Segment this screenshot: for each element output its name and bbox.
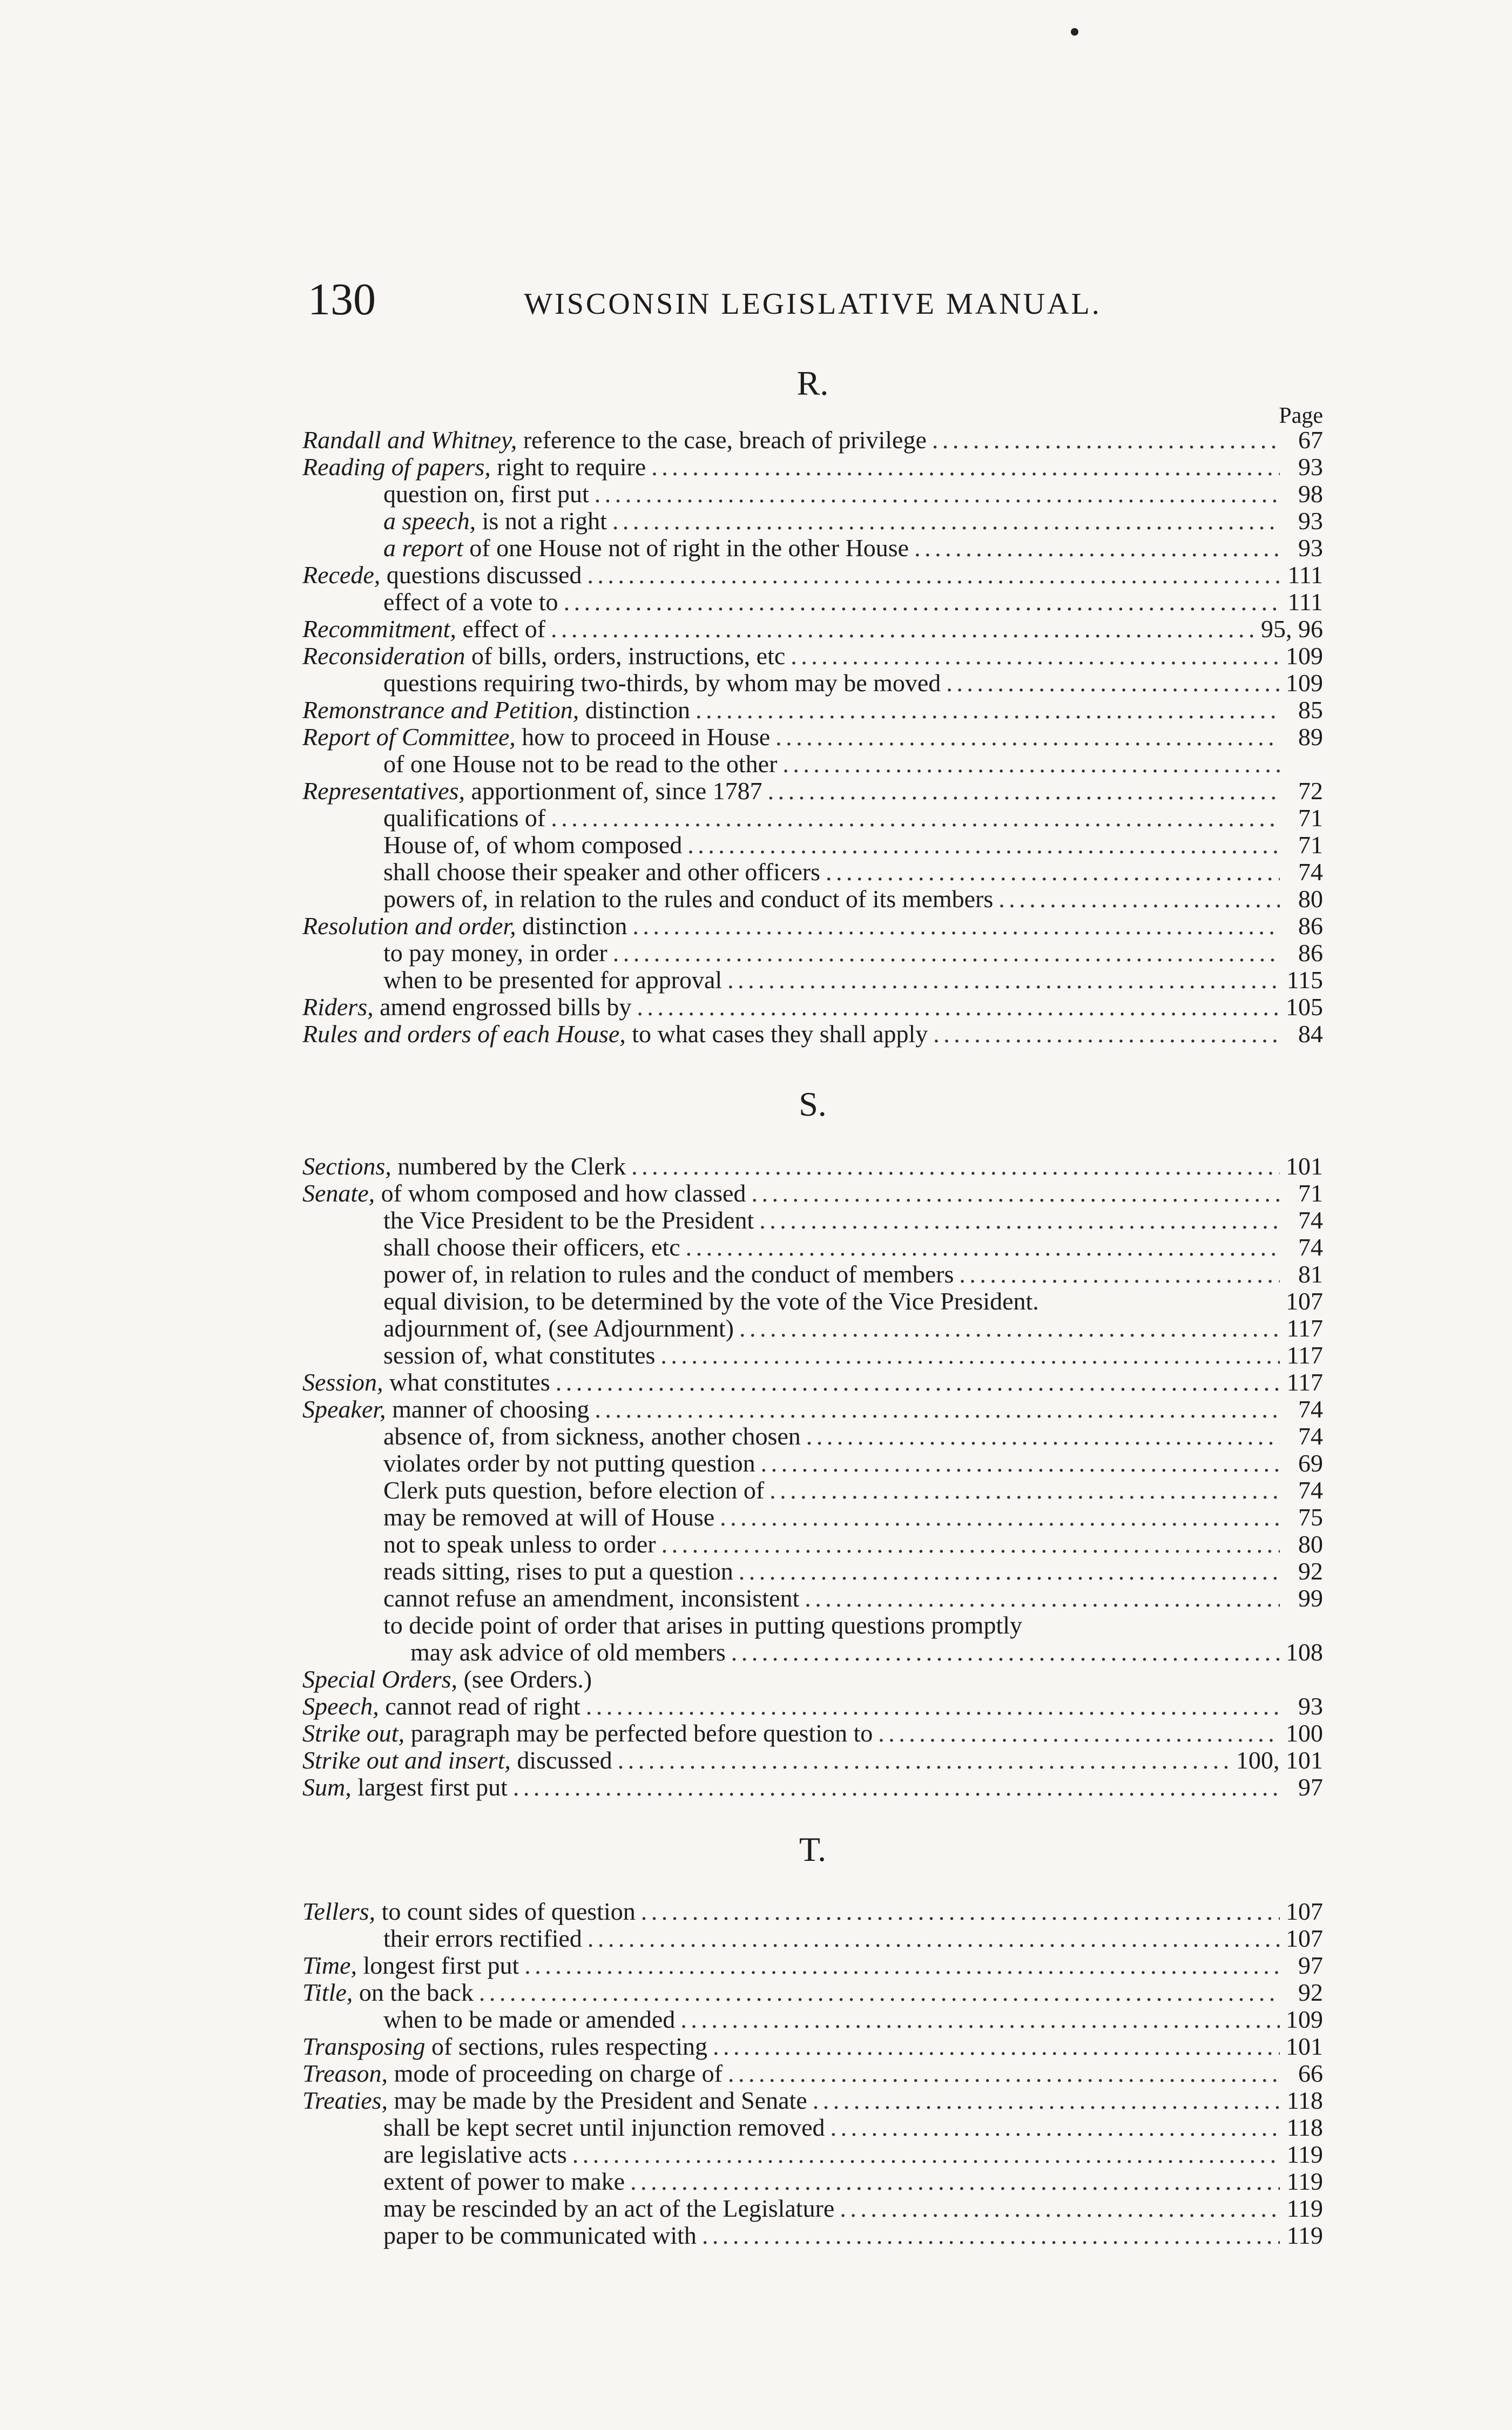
index-entry bbox=[302, 1747, 1323, 1774]
entry-text: power of, in relation to rules and the conduct of members bbox=[383, 1260, 954, 1288]
page-reference: 111 bbox=[1287, 588, 1323, 616]
entry-text: shall choose their officers, etc bbox=[383, 1233, 680, 1261]
page-reference: 109 bbox=[1286, 642, 1323, 670]
entry-text: when to be presented for approval bbox=[383, 966, 723, 994]
section-letter: S. bbox=[799, 1085, 827, 1123]
entry-text: powers of, in relation to the rules and conduct of its members bbox=[383, 885, 994, 913]
page-reference: 93 bbox=[1298, 534, 1323, 562]
index-entry bbox=[302, 940, 1323, 967]
dot-leader bbox=[551, 805, 1280, 832]
page-reference: 105 bbox=[1286, 993, 1323, 1021]
dot-leader bbox=[686, 1234, 1280, 1261]
entry-text: when to be made or amended bbox=[383, 2006, 676, 2033]
entry-text: right to require bbox=[490, 453, 646, 481]
entry-text: adjournment of, (see Adjournment) bbox=[383, 1314, 734, 1342]
page-reference: 101 bbox=[1286, 2033, 1323, 2060]
page-reference: 108 bbox=[1286, 1638, 1323, 1666]
entry-term: Riders, bbox=[302, 993, 374, 1021]
page-reference: 111 bbox=[1287, 561, 1323, 589]
entry-text: effect of a vote to bbox=[383, 588, 558, 616]
entry-text: extent of power to make bbox=[383, 2168, 625, 2195]
dot-leader bbox=[630, 2168, 1280, 2195]
index-entry bbox=[302, 967, 1323, 994]
index-entry bbox=[302, 1396, 1323, 1423]
page-reference: 89 bbox=[1298, 723, 1323, 751]
entry-term: Report of Committee, bbox=[302, 723, 516, 751]
page-number: 130 bbox=[308, 274, 376, 325]
dot-leader bbox=[479, 1979, 1280, 2006]
page-reference: 80 bbox=[1298, 885, 1323, 913]
entry-text: reads sitting, rises to put a question bbox=[383, 1557, 733, 1585]
dot-leader bbox=[572, 2141, 1280, 2168]
entry-text: amend engrossed bills by bbox=[373, 993, 632, 1021]
index-entry bbox=[302, 1342, 1323, 1369]
page-reference: 117 bbox=[1286, 1314, 1323, 1342]
dot-leader bbox=[662, 1531, 1280, 1558]
entry-text: longest first put bbox=[356, 1952, 519, 1979]
entry-text: question on, first put bbox=[383, 480, 589, 508]
entry-text: discussed bbox=[510, 1746, 612, 1774]
entry-term: Treaties, bbox=[302, 2087, 388, 2114]
section-letter: T. bbox=[799, 1830, 827, 1868]
page-reference: 93 bbox=[1298, 1692, 1323, 1720]
entry-text: are legislative acts bbox=[383, 2141, 567, 2168]
index-entry bbox=[302, 2141, 1323, 2168]
page-reference: 74 bbox=[1298, 1233, 1323, 1261]
page-reference: 107 bbox=[1286, 1287, 1323, 1315]
index-entry bbox=[302, 1925, 1323, 1952]
entry-term: Transposing bbox=[302, 2033, 426, 2060]
index-entry bbox=[302, 697, 1323, 724]
page-reference: 74 bbox=[1298, 1395, 1323, 1423]
page-reference: 117 bbox=[1286, 1341, 1323, 1369]
index-entry bbox=[302, 1315, 1323, 1342]
dot-leader bbox=[728, 2060, 1280, 2087]
index-entry bbox=[302, 913, 1323, 940]
page-reference: 117 bbox=[1286, 1368, 1323, 1396]
dot-leader bbox=[713, 2033, 1280, 2060]
page-reference: 84 bbox=[1298, 1020, 1323, 1048]
dot-leader bbox=[702, 2222, 1280, 2249]
page-reference: 71 bbox=[1298, 1179, 1323, 1207]
dot-leader bbox=[761, 1450, 1280, 1477]
entry-term: Recommitment, bbox=[302, 615, 456, 643]
dot-leader bbox=[587, 562, 1280, 589]
entry-term: Randall and Whitney, bbox=[302, 426, 517, 454]
page-reference: 86 bbox=[1298, 912, 1323, 940]
page-reference: 109 bbox=[1286, 669, 1323, 697]
index-entry bbox=[302, 535, 1323, 562]
dot-leader bbox=[998, 886, 1280, 913]
page-reference: 86 bbox=[1298, 939, 1323, 967]
entry-text: distinction bbox=[579, 696, 691, 724]
entry-term: Speech, bbox=[302, 1692, 379, 1720]
entry-text: paragraph may be perfected before question to bbox=[404, 1719, 873, 1747]
index-entry bbox=[302, 1477, 1323, 1504]
index-entry bbox=[302, 2087, 1323, 2114]
entry-text: of bills, orders, instructions, etc bbox=[465, 642, 786, 670]
entry-text: to count sides of question bbox=[375, 1898, 636, 1925]
entry-text: numbered by the Clerk bbox=[391, 1152, 626, 1180]
index-entry bbox=[302, 1693, 1323, 1720]
page-reference: 85 bbox=[1298, 696, 1323, 724]
entry-term: Resolution and order, bbox=[302, 912, 516, 940]
index-entry bbox=[302, 1369, 1323, 1396]
dot-leader bbox=[564, 589, 1280, 616]
page-reference: 97 bbox=[1298, 1773, 1323, 1801]
entry-text: shall be kept secret until injunction removed bbox=[383, 2114, 825, 2141]
page-reference: 115 bbox=[1286, 966, 1323, 994]
index-entry bbox=[302, 481, 1323, 508]
page-column-label: Page bbox=[1279, 403, 1323, 428]
dot-leader bbox=[831, 2114, 1280, 2141]
dot-leader bbox=[914, 535, 1280, 562]
page-reference: 100, 101 bbox=[1236, 1746, 1323, 1774]
page-header bbox=[308, 270, 1231, 329]
page-reference: 118 bbox=[1286, 2114, 1323, 2141]
page-reference: 119 bbox=[1286, 2141, 1323, 2168]
entry-term: a speech, bbox=[383, 507, 476, 535]
entry-term: Strike out and insert, bbox=[302, 1746, 511, 1774]
entry-text: cannot refuse an amendment, inconsistent bbox=[383, 1584, 800, 1612]
dot-leader bbox=[751, 1180, 1280, 1207]
index-entry bbox=[302, 1720, 1323, 1747]
dot-leader bbox=[641, 1898, 1280, 1925]
entry-text: Clerk puts question, before election of bbox=[383, 1476, 765, 1504]
page-reference: 67 bbox=[1298, 426, 1323, 454]
page-reference: 99 bbox=[1298, 1584, 1323, 1612]
entry-text: mode of proceeding on charge of bbox=[388, 2060, 723, 2087]
entry-term: Rules and orders of each House, bbox=[302, 1020, 626, 1048]
page-reference: 98 bbox=[1298, 480, 1323, 508]
index-entry bbox=[302, 427, 1323, 454]
dot-leader bbox=[720, 1504, 1280, 1531]
dot-leader bbox=[613, 940, 1280, 967]
entry-text: how to proceed in House bbox=[515, 723, 771, 751]
entry-term: Reconsideration bbox=[302, 642, 465, 670]
page-reference: 74 bbox=[1298, 1422, 1323, 1450]
page-reference: 74 bbox=[1298, 858, 1323, 886]
page-reference: 71 bbox=[1298, 804, 1323, 832]
dot-leader bbox=[618, 1747, 1231, 1774]
entry-term: Title, bbox=[302, 1979, 353, 2006]
dot-leader bbox=[933, 1021, 1280, 1048]
index-entry bbox=[302, 1558, 1323, 1585]
index-entry bbox=[302, 670, 1323, 697]
page-reference: 74 bbox=[1298, 1476, 1323, 1504]
entry-text: reference to the case, breach of privilege bbox=[517, 426, 927, 454]
index-entry bbox=[302, 616, 1323, 643]
entry-term: Session, bbox=[302, 1368, 383, 1396]
index-entry bbox=[302, 1585, 1323, 1612]
index-entry bbox=[302, 1979, 1323, 2006]
index-entry bbox=[302, 994, 1323, 1021]
page-reference: 92 bbox=[1298, 1979, 1323, 2006]
entry-text: to what cases they shall apply bbox=[625, 1020, 928, 1048]
page-reference: 95, 96 bbox=[1261, 615, 1323, 643]
entry-text: cannot read of right bbox=[379, 1692, 580, 1720]
entry-term: Speaker, bbox=[302, 1395, 386, 1423]
index-entry bbox=[302, 1261, 1323, 1288]
page-reference: 75 bbox=[1298, 1503, 1323, 1531]
page-reference: 80 bbox=[1298, 1530, 1323, 1558]
section-letter: R. bbox=[796, 364, 829, 402]
index-entry bbox=[302, 751, 1323, 778]
index-entry bbox=[302, 1898, 1323, 1925]
index-entry bbox=[302, 2195, 1323, 2222]
index-entry bbox=[302, 1423, 1323, 1450]
entry-text: manner of choosing bbox=[386, 1395, 590, 1423]
index-entry bbox=[302, 2114, 1323, 2141]
index-entry bbox=[302, 805, 1323, 832]
index-entry bbox=[302, 859, 1323, 886]
index-entry bbox=[302, 2168, 1323, 2195]
dot-leader bbox=[932, 427, 1280, 454]
entry-text: their errors rectified bbox=[383, 1925, 582, 1952]
dot-leader bbox=[805, 1585, 1280, 1612]
index-entry bbox=[302, 1450, 1323, 1477]
entry-text: of sections, rules respecting bbox=[425, 2033, 707, 2060]
dot-leader bbox=[696, 697, 1280, 724]
entry-text: may be rescinded by an act of the Legislature bbox=[383, 2195, 835, 2222]
entry-text: what constitutes bbox=[383, 1368, 550, 1396]
dot-leader bbox=[513, 1774, 1280, 1801]
entry-text: to pay money, in order bbox=[383, 939, 608, 967]
dot-leader bbox=[687, 832, 1280, 859]
page-reference: 119 bbox=[1286, 2222, 1323, 2249]
running-title: WISCONSIN LEGISLATIVE MANUAL. bbox=[524, 287, 1102, 321]
index-entry bbox=[302, 2006, 1323, 2033]
page-reference: 93 bbox=[1298, 453, 1323, 481]
ink-speck bbox=[1071, 28, 1078, 36]
index-entry bbox=[302, 562, 1323, 589]
entry-text: questions discussed bbox=[380, 561, 582, 589]
entry-text: qualifications of bbox=[383, 804, 546, 832]
page-reference: 92 bbox=[1298, 1557, 1323, 1585]
index-entry bbox=[302, 2060, 1323, 2087]
index-entry bbox=[302, 2033, 1323, 2060]
index-entry bbox=[302, 643, 1323, 670]
entry-text: distinction bbox=[516, 912, 627, 940]
dot-leader bbox=[727, 967, 1280, 994]
entry-term: Senate, bbox=[302, 1179, 375, 1207]
page-reference: 101 bbox=[1286, 1152, 1323, 1180]
index-entry bbox=[302, 1666, 1323, 1693]
dot-leader bbox=[595, 1396, 1280, 1423]
entry-text: House of, of whom composed bbox=[383, 831, 683, 859]
dot-leader bbox=[637, 994, 1280, 1021]
index-entry bbox=[302, 508, 1323, 535]
entry-term: Sections, bbox=[302, 1152, 392, 1180]
index-entry bbox=[302, 832, 1323, 859]
entry-term: Reading of papers, bbox=[302, 453, 491, 481]
entry-term: Tellers, bbox=[302, 1898, 376, 1925]
dot-leader bbox=[959, 1261, 1280, 1288]
index-entry bbox=[302, 1952, 1323, 1979]
dot-leader bbox=[739, 1558, 1280, 1585]
dot-leader bbox=[612, 508, 1280, 535]
dot-leader bbox=[782, 751, 1280, 778]
page-reference: 118 bbox=[1286, 2087, 1323, 2114]
entry-term: Treason, bbox=[302, 2060, 388, 2087]
dot-leader bbox=[946, 670, 1280, 697]
entry-text: may be made by the President and Senate bbox=[388, 2087, 807, 2114]
dot-leader bbox=[739, 1315, 1280, 1342]
entry-text: paper to be communicated with bbox=[383, 2222, 697, 2249]
dot-leader bbox=[631, 1153, 1280, 1180]
index-entry bbox=[302, 778, 1323, 805]
entry-term: Time, bbox=[302, 1952, 357, 1979]
entry-term: Strike out, bbox=[302, 1719, 405, 1747]
index-entry bbox=[302, 1774, 1323, 1801]
entry-text: on the back bbox=[353, 1979, 474, 2006]
index-entry bbox=[302, 1153, 1323, 1180]
dot-leader bbox=[524, 1952, 1280, 1979]
entry-text: may ask advice of old members bbox=[410, 1638, 726, 1666]
entry-term: Special Orders, bbox=[302, 1665, 458, 1693]
page-reference: 107 bbox=[1286, 1898, 1323, 1925]
index-entry bbox=[302, 1504, 1323, 1531]
page-reference: 81 bbox=[1298, 1260, 1323, 1288]
page-reference: 97 bbox=[1298, 1952, 1323, 1979]
dot-leader bbox=[632, 913, 1280, 940]
dot-leader bbox=[556, 1369, 1280, 1396]
index-entry bbox=[302, 1207, 1323, 1234]
entry-text: effect of bbox=[456, 615, 546, 643]
entry-term: Representatives, bbox=[302, 777, 465, 805]
page-reference: 100 bbox=[1286, 1719, 1323, 1747]
dot-leader bbox=[680, 2006, 1280, 2033]
entry-text: absence of, from sickness, another chosen bbox=[383, 1422, 801, 1450]
page-reference: 66 bbox=[1298, 2060, 1323, 2087]
index-entry bbox=[302, 1531, 1323, 1558]
index-entry bbox=[302, 2222, 1323, 2249]
index-entry bbox=[302, 589, 1323, 616]
index-entry bbox=[302, 1612, 1323, 1639]
page-reference: 69 bbox=[1298, 1449, 1323, 1477]
page-reference: 72 bbox=[1298, 777, 1323, 805]
index-entry bbox=[302, 1021, 1323, 1048]
dot-leader bbox=[806, 1423, 1280, 1450]
dot-leader bbox=[551, 616, 1256, 643]
page-reference: 119 bbox=[1286, 2168, 1323, 2195]
dot-leader bbox=[878, 1720, 1280, 1747]
dot-leader bbox=[826, 859, 1280, 886]
dot-leader bbox=[595, 481, 1280, 508]
entry-text: session of, what constitutes bbox=[383, 1341, 656, 1369]
entry-text: questions requiring two-thirds, by whom may be moved bbox=[383, 669, 941, 697]
entry-text: largest first put bbox=[351, 1773, 508, 1801]
index-entry bbox=[302, 886, 1323, 913]
entry-text: (see Orders.) bbox=[457, 1665, 592, 1693]
entry-text: of whom composed and how classed bbox=[375, 1179, 746, 1207]
page-reference: 107 bbox=[1286, 1925, 1323, 1952]
entry-text: apportionment of, since 1787 bbox=[465, 777, 762, 805]
entry-term: Recede, bbox=[302, 561, 381, 589]
entry-text: of one House not of right in the other House bbox=[463, 534, 909, 562]
dot-leader bbox=[759, 1207, 1280, 1234]
entry-text: violates order by not putting question bbox=[383, 1449, 755, 1477]
page-reference: 71 bbox=[1298, 831, 1323, 859]
dot-leader bbox=[651, 454, 1280, 481]
index-entry bbox=[302, 1234, 1323, 1261]
dot-leader bbox=[660, 1342, 1280, 1369]
page-reference: 93 bbox=[1298, 507, 1323, 535]
entry-term: Remonstrance and Petition, bbox=[302, 696, 579, 724]
entry-text: the Vice President to be the President bbox=[383, 1206, 754, 1234]
page-reference: 119 bbox=[1286, 2195, 1323, 2222]
dot-leader bbox=[840, 2195, 1280, 2222]
index-entry bbox=[302, 1639, 1323, 1666]
entry-text: shall choose their speaker and other officers bbox=[383, 858, 820, 886]
dot-leader bbox=[775, 724, 1280, 751]
dot-leader bbox=[586, 1693, 1280, 1720]
dot-leader bbox=[731, 1639, 1280, 1666]
entry-text: not to speak unless to order bbox=[383, 1530, 656, 1558]
page-reference: 109 bbox=[1286, 2006, 1323, 2033]
index-entry bbox=[302, 724, 1323, 751]
dot-leader bbox=[768, 778, 1280, 805]
entry-text: may be removed at will of House bbox=[383, 1503, 715, 1531]
entry-text: of one House not to be read to the other bbox=[383, 750, 778, 778]
entry-term: a report bbox=[383, 534, 463, 562]
dot-leader bbox=[791, 643, 1280, 670]
dot-leader bbox=[588, 1925, 1280, 1952]
page-reference: 74 bbox=[1298, 1206, 1323, 1234]
dot-leader bbox=[813, 2087, 1280, 2114]
entry-text: equal division, to be determined by the vote of the Vice President. bbox=[383, 1287, 1039, 1315]
dot-leader bbox=[770, 1477, 1280, 1504]
index-entry bbox=[302, 1180, 1323, 1207]
entry-term: Sum, bbox=[302, 1773, 352, 1801]
entry-text: is not a right bbox=[476, 507, 607, 535]
index-entry bbox=[302, 1288, 1323, 1315]
entry-text: to decide point of order that arises in putting questions promptly bbox=[383, 1611, 1023, 1639]
index-entry bbox=[302, 454, 1323, 481]
